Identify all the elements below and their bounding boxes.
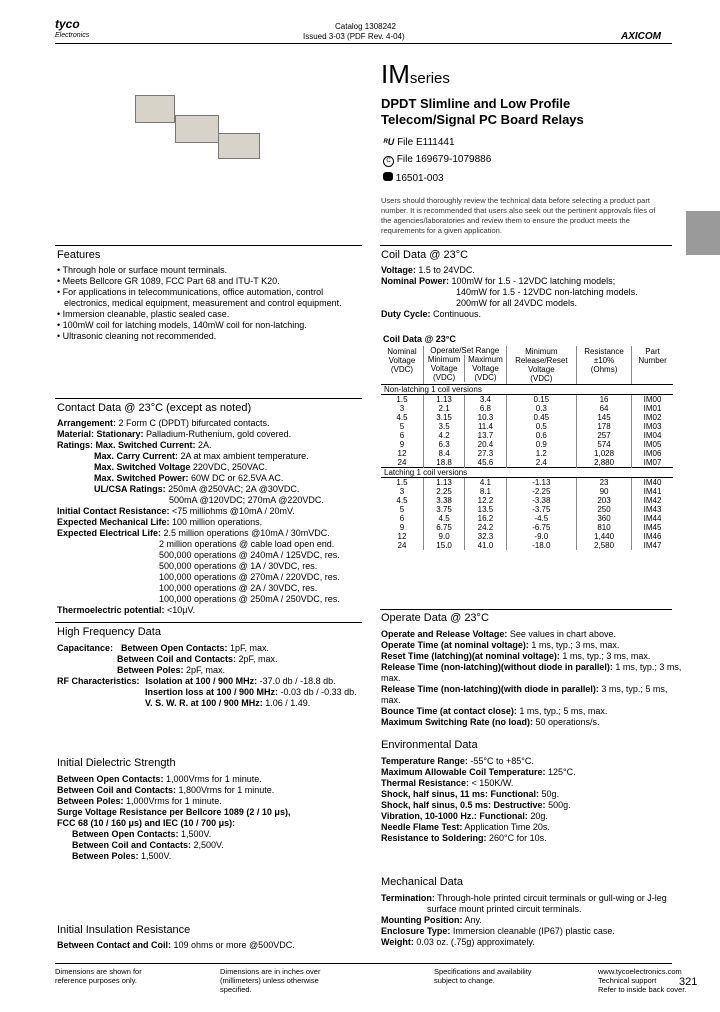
hf-title: High Frequency Data <box>57 626 161 638</box>
table-cell: 4.5 <box>423 514 464 523</box>
table-cell: IM05 <box>643 440 662 449</box>
table-cell: 6 <box>381 514 423 523</box>
coil-table <box>381 346 673 550</box>
table-cell: 13.7 <box>465 431 506 440</box>
dielectric-line: Between Open Contacts: 1,000Vrms for 1 minute. <box>57 774 262 784</box>
insulation-line: Between Contact and Coil: 109 ohms or more @500VDC. <box>57 940 295 950</box>
contact-data <box>57 418 340 616</box>
contact-line: Initial Contact Resistance: <75 milliohms @10mA / 20mV. <box>57 506 295 516</box>
operate-data <box>381 629 681 728</box>
col-operate-set-range: Operate/Set Range Minimum Voltage (VDC) Maximum Voltage (VDC) <box>423 346 506 385</box>
contact-line: 100,000 operations @ 2A / 30VDC, res. <box>159 583 318 593</box>
table-cell: 5 <box>381 422 423 431</box>
coil-rule <box>380 245 672 246</box>
env-line: Vibration, 10-1000 Hz.: Functional: 20g. <box>381 811 548 821</box>
table-cell: 41.0 <box>465 541 506 550</box>
dielectric-line: Between Open Contacts: 1,500V. <box>72 829 212 839</box>
operate-line: max. <box>381 673 401 683</box>
table-cell: 4.5 <box>381 413 423 422</box>
product-title-line1: DPDT Slimline and Low Profile <box>381 96 571 111</box>
dielectric-title: Initial Dielectric Strength <box>57 757 176 769</box>
coil-table-group-label: Latching 1 coil versions <box>381 468 673 478</box>
coil-data <box>381 265 638 320</box>
dielectric-line: FCC 68 (10 / 160 μs) and IEC (10 / 700 μs): <box>57 818 236 828</box>
operate-title: Operate Data @ 23°C <box>381 612 489 624</box>
col-release-voltage: Minimum Release/Reset Voltage (VDC) <box>506 346 576 385</box>
dielectric-line: Between Poles: 1,000Vrms for 1 minute. <box>57 796 222 806</box>
feature-item: • Ultrasonic cleaning not recommended. <box>57 331 217 341</box>
notice-text: Users should thoroughly review the technical data before selecting a product part number. It is recommended that users also seek out the pertinent approvals files of the agencies/laboratories and review them to ensure the product meets the requirements for a given application. <box>381 196 656 235</box>
table-row <box>381 413 673 422</box>
table-cell: 257 <box>577 431 632 440</box>
contact-line: Max. Carry Current: 2A at max ambient temperature. <box>94 451 309 461</box>
table-cell: 0.3 <box>506 404 576 413</box>
footer-spec-note: Specifications and availability subject to change. <box>434 967 532 985</box>
dielectric-line: Between Coil and Contacts: 2,500V. <box>72 840 224 850</box>
operate-line: max. <box>381 695 401 705</box>
table-cell: 1.5 <box>381 478 423 488</box>
table-row <box>381 458 673 468</box>
table-cell: 2.4 <box>506 458 576 468</box>
table-cell: 2.1 <box>423 404 464 413</box>
table-cell: -18.0 <box>506 541 576 550</box>
table-cell: 203 <box>577 496 632 505</box>
csa-icon: C <box>383 156 394 167</box>
table-cell: 32.3 <box>465 532 506 541</box>
coil-line: Duty Cycle: Continuous. <box>381 309 482 319</box>
website-link[interactable]: www.tycoelectronics.com <box>598 967 682 976</box>
contact-line: Arrangement: 2 Form C (DPDT) bifurcated contacts. <box>57 418 270 428</box>
contact-rule <box>55 398 362 399</box>
tuv-file: 16501-003 <box>383 172 444 184</box>
operate-line: Release Time (non-latching)(without diode in parallel): 1 ms, typ.; 3 ms, <box>381 662 682 672</box>
env-line: Needle Flame Test: Application Time 20s. <box>381 822 550 832</box>
table-cell: 2,880 <box>577 458 632 468</box>
table-cell: 574 <box>577 440 632 449</box>
dielectric-data <box>57 774 290 862</box>
table-row <box>381 496 673 505</box>
mech-line: surface mount printed circuit terminals. <box>427 904 582 914</box>
table-row <box>381 440 673 449</box>
footer-support: www.tycoelectronics.com Technical support Refer to inside back cover. <box>598 967 687 994</box>
contact-line: 500,000 operations @ 1A / 30VDC, res. <box>159 561 318 571</box>
coil-table-group-label: Non-latching 1 coil versions <box>381 385 673 395</box>
table-cell: 3.15 <box>423 413 464 422</box>
table-row <box>381 532 673 541</box>
table-cell: 16 <box>577 395 632 405</box>
table-cell: 360 <box>577 514 632 523</box>
table-cell: 4.5 <box>381 496 423 505</box>
table-cell: IM40 <box>643 478 662 487</box>
table-cell: 45.6 <box>465 458 506 468</box>
table-cell: 810 <box>577 523 632 532</box>
table-cell: 250 <box>577 505 632 514</box>
operate-line: Maximum Switching Rate (no load): 50 operations/s. <box>381 717 600 727</box>
env-line: Shock, half sinus, 11 ms: Functional: 50g. <box>381 789 560 799</box>
operate-line: Operate Time (at nominal voltage): 1 ms, typ.; 3 ms, max. <box>381 640 620 650</box>
table-cell: 3 <box>381 487 423 496</box>
catalog-number: Catalog 1308242 <box>335 22 396 31</box>
coil-line: Voltage: 1.5 to 24VDC. <box>381 265 475 275</box>
table-cell: 10.3 <box>465 413 506 422</box>
series-title: IMseries <box>381 59 450 89</box>
operate-line: Reset Time (latching)(at nominal voltage): 1 ms, typ.; 3 ms, max. <box>381 651 651 661</box>
table-cell: IM42 <box>643 496 662 505</box>
mech-line: Termination: Through-hole printed circuit terminals or gull-wing or J-leg <box>381 893 667 903</box>
table-cell: 4.2 <box>423 431 464 440</box>
coil-table-group <box>381 385 673 395</box>
table-cell: -6.75 <box>506 523 576 532</box>
operate-rule <box>380 609 672 610</box>
table-cell: 2,580 <box>577 541 632 550</box>
table-cell: 6.8 <box>465 404 506 413</box>
table-cell: 90 <box>577 487 632 496</box>
feature-item: • 100mW coil for latching models, 140mW coil for non-latching. <box>57 320 307 330</box>
table-cell: 16.2 <box>465 514 506 523</box>
table-row <box>381 395 673 405</box>
feature-item: electronics, medical equipment, measurement and control equipment. <box>64 298 342 308</box>
table-cell: 15.0 <box>423 541 464 550</box>
table-row <box>381 404 673 413</box>
contact-line: Expected Mechanical Life: 100 million operations. <box>57 517 263 527</box>
table-cell: 1,440 <box>577 532 632 541</box>
coil-table-header <box>381 346 673 385</box>
env-line: Thermal Resistance: < 150K/W. <box>381 778 514 788</box>
contact-line: UL/CSA Ratings: 250mA @250VAC; 2A @30VDC. <box>94 484 300 494</box>
table-row <box>381 487 673 496</box>
contact-line: 500mA @120VDC; 270mA @220VDC. <box>169 495 324 505</box>
table-cell: 24 <box>381 458 423 468</box>
table-cell: 178 <box>577 422 632 431</box>
table-cell: 9 <box>381 440 423 449</box>
hf-line: Capacitance: Between Open Contacts: 1pF, max. <box>57 643 270 653</box>
table-cell: 1.5 <box>381 395 423 405</box>
table-cell: 1.2 <box>506 449 576 458</box>
table-cell: -9.0 <box>506 532 576 541</box>
table-row <box>381 541 673 550</box>
hf-line: V. S. W. R. at 100 / 900 MHz: 1.06 / 1.49. <box>145 698 311 708</box>
table-cell: 1,028 <box>577 449 632 458</box>
table-cell: 6.75 <box>423 523 464 532</box>
table-cell: 0.15 <box>506 395 576 405</box>
footer-units-note: Dimensions are in inches over (millimeters) unless otherwise specified. <box>220 967 321 994</box>
table-cell: 1.13 <box>423 395 464 405</box>
insulation-title: Initial Insulation Resistance <box>57 924 191 936</box>
contact-line: 500,000 operations @ 240mA / 125VDC, res. <box>159 550 340 560</box>
relay-product-image <box>130 85 260 175</box>
table-cell: 8.4 <box>423 449 464 458</box>
table-cell: 4.1 <box>465 478 506 488</box>
feature-item: • Through hole or surface mount terminals. <box>57 265 228 275</box>
table-cell: 6.3 <box>423 440 464 449</box>
ul-icon: ᴿU <box>383 137 395 147</box>
table-cell: 8.1 <box>465 487 506 496</box>
table-cell: IM45 <box>643 523 662 532</box>
table-cell: 145 <box>577 413 632 422</box>
table-cell: 0.5 <box>506 422 576 431</box>
environmental-title: Environmental Data <box>381 739 478 751</box>
table-cell: 13.5 <box>465 505 506 514</box>
contact-title: Contact Data @ 23°C (except as noted) <box>57 402 252 414</box>
table-cell: IM06 <box>643 449 662 458</box>
table-cell: IM43 <box>643 505 662 514</box>
env-line: Shock, half sinus, 0.5 ms: Destructive: 500g. <box>381 800 571 810</box>
table-cell: 2.25 <box>423 487 464 496</box>
features-rule <box>55 245 362 246</box>
operate-line: Release Time (non-latching)(with diode in parallel): 3 ms, typ.; 5 ms, <box>381 684 668 694</box>
mechanical-data <box>381 893 667 948</box>
table-cell: 0.9 <box>506 440 576 449</box>
table-cell: IM00 <box>643 395 662 404</box>
section-tab <box>686 211 720 255</box>
coil-table-title: Coil Data @ 23°C <box>383 334 456 344</box>
hf-data <box>57 643 357 709</box>
col-nominal-voltage: Nominal Voltage (VDC) <box>381 346 423 385</box>
environmental-data <box>381 756 576 844</box>
table-cell: 5 <box>381 505 423 514</box>
contact-line: Ratings: Max. Switched Current: 2A. <box>57 440 212 450</box>
table-cell: 24 <box>381 541 423 550</box>
footer-rule <box>55 963 672 964</box>
table-cell: IM04 <box>643 431 662 440</box>
table-cell: -4.5 <box>506 514 576 523</box>
csa-file: C File 169679-1079886 <box>383 154 491 167</box>
table-row <box>381 431 673 440</box>
footer-dimensions-note: Dimensions are shown for reference purposes only. <box>55 967 142 985</box>
contact-line: 100,000 operations @ 270mA / 220VDC, res. <box>159 572 340 582</box>
contact-line: Expected Electrical Life: 2.5 million operations @10mA / 30mVDC. <box>57 528 330 538</box>
hf-line: Insertion loss at 100 / 900 MHz: -0.03 db / -0.33 db. <box>145 687 357 697</box>
table-row <box>381 505 673 514</box>
col-resistance: Resistance ±10% (Ohms) <box>577 346 632 385</box>
mech-line: Weight: 0.03 oz. (.75g) approximately. <box>381 937 535 947</box>
brand-logo: tyco <box>55 17 80 31</box>
table-cell: 18.8 <box>423 458 464 468</box>
env-line: Resistance to Soldering: 260°C for 10s. <box>381 833 547 843</box>
table-cell: 1.13 <box>423 478 464 488</box>
table-cell: 3.5 <box>423 422 464 431</box>
operate-line: Bounce Time (at contact close): 1 ms, typ.; 5 ms, max. <box>381 706 608 716</box>
table-cell: 64 <box>577 404 632 413</box>
table-cell: 12.2 <box>465 496 506 505</box>
env-line: Temperature Range: -55°C to +85°C. <box>381 756 534 766</box>
table-cell: 9 <box>381 523 423 532</box>
brand-sub: Electronics <box>55 32 90 39</box>
table-cell: 20.4 <box>465 440 506 449</box>
table-cell: 12 <box>381 449 423 458</box>
dielectric-line: Surge Voltage Resistance per Bellcore 1089 (2 / 10 μs), <box>57 807 291 817</box>
features-list <box>57 265 342 342</box>
mechanical-title: Mechanical Data <box>381 876 463 888</box>
table-cell: 3.75 <box>423 505 464 514</box>
table-cell: IM47 <box>643 541 662 550</box>
table-row <box>381 422 673 431</box>
coil-line: 140mW for 1.5 - 12VDC non-latching models. <box>456 287 638 297</box>
hf-rule <box>55 622 362 623</box>
hf-line: Between Poles: 2pF, max. <box>117 665 226 675</box>
table-cell: 3.38 <box>423 496 464 505</box>
ul-file: ᴿU File E111441 <box>383 137 455 148</box>
contact-line: Thermoelectric potential: <10μV. <box>57 605 196 615</box>
header-rule <box>55 43 672 44</box>
operate-line: Operate and Release Voltage: See values in chart above. <box>381 629 616 639</box>
mech-line: Mounting Position: Any. <box>381 915 482 925</box>
page-number: 321 <box>679 976 698 988</box>
hf-line: RF Characteristics: Isolation at 100 / 900 MHz: -37.0 db / -18.8 db. <box>57 676 336 686</box>
feature-item: • Meets Bellcore GR 1089, FCC Part 68 and ITU-T K20. <box>57 276 280 286</box>
table-cell: 11.4 <box>465 422 506 431</box>
table-cell: 12 <box>381 532 423 541</box>
coil-title: Coil Data @ 23°C <box>381 249 469 261</box>
feature-item: • For applications in telecommunications, office automation, control <box>57 287 324 297</box>
table-cell: -2.25 <box>506 487 576 496</box>
table-cell: -3.38 <box>506 496 576 505</box>
col-part-number: Part Number <box>632 346 673 385</box>
table-cell: IM07 <box>643 458 662 467</box>
env-line: Maximum Allowable Coil Temperature: 125°C. <box>381 767 576 777</box>
table-cell: IM01 <box>643 404 662 413</box>
table-row <box>381 523 673 532</box>
product-title-line2: Telecom/Signal PC Board Relays <box>381 112 584 127</box>
hf-line: Between Coil and Contacts: 2pF, max. <box>117 654 278 664</box>
table-cell: -3.75 <box>506 505 576 514</box>
table-cell: 27.3 <box>465 449 506 458</box>
issued-date: Issued 3-03 (PDF Rev. 4-04) <box>303 32 405 41</box>
table-cell: 6 <box>381 431 423 440</box>
contact-line: Material: Stationary: Palladium-Ruthenium, gold covered. <box>57 429 292 439</box>
table-row <box>381 478 673 488</box>
table-cell: 23 <box>577 478 632 488</box>
tuv-icon <box>383 172 393 181</box>
coil-line: 200mW for all 24VDC models. <box>456 298 578 308</box>
table-cell: IM46 <box>643 532 662 541</box>
table-cell: 0.6 <box>506 431 576 440</box>
table-cell: IM02 <box>643 413 662 422</box>
table-cell: 24.2 <box>465 523 506 532</box>
contact-line: Max. Switched Power: 60W DC or 62.5VA AC. <box>94 473 284 483</box>
table-cell: IM03 <box>643 422 662 431</box>
table-cell: 3 <box>381 404 423 413</box>
table-row <box>381 449 673 458</box>
contact-line: 2 million operations @ cable load open end. <box>159 539 335 549</box>
feature-item: • Immersion cleanable, plastic sealed case. <box>57 309 230 319</box>
features-title: Features <box>57 249 101 261</box>
table-row <box>381 514 673 523</box>
dielectric-line: Between Coil and Contacts: 1,800Vrms for 1 minute. <box>57 785 275 795</box>
table-cell: -1.13 <box>506 478 576 488</box>
contact-line: 100,000 operations @ 250mA / 250VDC, res. <box>159 594 340 604</box>
table-cell: IM41 <box>643 487 662 496</box>
contact-line: Max. Switched Voltage 220VDC, 250VAC. <box>94 462 268 472</box>
coil-table-group <box>381 468 673 478</box>
dielectric-line: Between Poles: 1,500V. <box>72 851 172 861</box>
coil-line: Nominal Power: 100mW for 1.5 - 12VDC latching models; <box>381 276 616 286</box>
table-cell: 9.0 <box>423 532 464 541</box>
table-cell: 3.4 <box>465 395 506 405</box>
table-cell: IM44 <box>643 514 662 523</box>
brand-right-logo: AXICOM <box>621 31 661 42</box>
mech-line: Enclosure Type: Immersion cleanable (IP67) plastic case. <box>381 926 615 936</box>
table-cell: 0.45 <box>506 413 576 422</box>
